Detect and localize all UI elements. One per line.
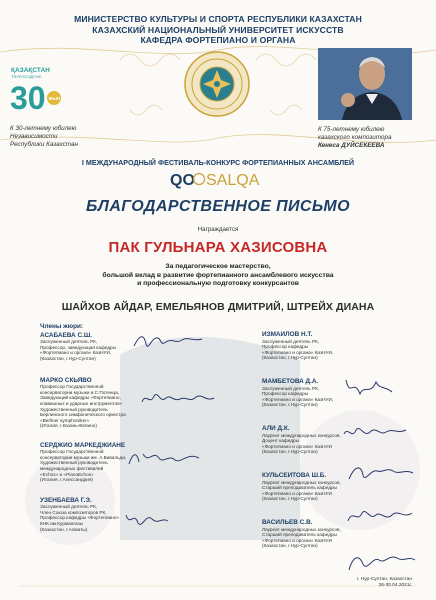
- jury-member-name: СЕРДЖИО МАРКЕДЖИАНЕ: [40, 441, 126, 449]
- independence-caption-line1: К 30-летнему юбилею: [10, 125, 77, 132]
- jury-member-name: ИЗМАИЛОВ Н.Т.: [262, 331, 313, 338]
- qosalqa-logo: [168, 168, 268, 190]
- logo-brand-text: ҚАЗАҚСТАН: [11, 67, 50, 74]
- signature-asabaeva: [130, 330, 208, 352]
- award-reason-line3: и профессиональную подготовку конкурсантов: [137, 280, 299, 288]
- jury-member-description: Лауреат международных конкурсов, Старший преподаватель кафедры «Фортепиано и органа» КазНУИ (Казахстан, г.Нур-Султан): [262, 526, 341, 549]
- issue-place-date: [357, 577, 412, 589]
- qosalqa-logo-gold: SALQA: [206, 172, 260, 189]
- award-reason-line2: большой вклад в развитие фортепианного ансамблевого искусства: [102, 271, 334, 279]
- issue-date: 26-30.04.2021г.: [378, 583, 412, 589]
- jury-member-description: Лауреат международных конкурсов, Старший преподаватель кафедры «Фортепиано и органа» КазНУИ (Казахстан, г.Нур-Султан): [262, 479, 341, 502]
- qosalqa-logo-dark: QO: [170, 172, 195, 189]
- signature-markedzhiane: [125, 446, 203, 468]
- university-line: КАЗАХСКИЙ НАЦИОНАЛЬНЫЙ УНИВЕРСИТЕТ ИСКУССТВ: [92, 24, 344, 35]
- logo-sub-text: ТӘУЕЛСІЗДІГІНЕ: [11, 75, 42, 79]
- independence-caption-line2: Независимости: [10, 133, 58, 140]
- composer-portrait: [318, 48, 412, 120]
- issue-city: г. Нур-Султан, Казахстан: [356, 577, 412, 583]
- composer-caption-line3: Кенеса ДУЙСЕКЕЕВА: [318, 142, 385, 149]
- jury-member-description: Заслуженный деятель РК, Член Союза композиторов РК, Профессор кафедры «Фортепиано» КНК им.Курмангазы (Казахстан, г.Алматы): [40, 504, 119, 532]
- award-reason-line1: За педагогическое мастерство,: [165, 263, 271, 270]
- jury-member-description: Профессор Государственной консерватории музыки им. А.Вивальди, Художественный руководитель международных фестивалей «Echos» и «PianoEchos» (Италия, г.Алессандрия): [40, 449, 127, 483]
- jury-member-description: Заслуженный деятель РК, Профессор кафедры «Фортепиано и органа» КазНУИ, (Казахстан, г.Нур-Султан): [262, 385, 334, 408]
- university-emblem: [183, 50, 251, 118]
- students-list: ШАЙХОВ АЙДАР, ЕМЕЛЬЯНОВ ДМИТРИЙ, ШТРЕЙХ ДИАНА: [61, 301, 375, 313]
- jury-member-name: МАМБЕТОВА Д.А.: [262, 378, 319, 385]
- signature-ali: [345, 461, 423, 483]
- composer-caption: [318, 126, 428, 150]
- independence-caption-line3: Республики Казахстан: [10, 141, 78, 148]
- jury-column-left: [40, 323, 190, 532]
- qosalqa-logo-ring: [194, 174, 205, 185]
- jury-member-name: АЛИ Д.К.: [262, 425, 290, 432]
- signature-mambetova: [340, 420, 418, 442]
- jury-member-description: Профессор Государственной консерватории музыки и.С.Потенца, Заведующий кафедры «Фортепиано, клавишных и ударных инструментов» Художественный руководитель Берлинского симфонического оркестра «Berliner symphoniker» (Италия, г.Казань-Велино): [40, 384, 126, 429]
- jury-member-name: КУЛЬСЕИТОВА Ш.Б.: [262, 472, 327, 479]
- composer-caption-line2: казахского композитора: [318, 134, 392, 141]
- awarded-label: Награждается: [197, 226, 239, 233]
- signature-uzenbaeva: [120, 507, 198, 529]
- independence-30-logo: [10, 64, 62, 124]
- jury-member-name: ВАСИЛЬЕВ С.В.: [262, 519, 313, 526]
- ministry-line: МИНИСТЕРСТВО КУЛЬТУРЫ И СПОРТА РЕСПУБЛИКИ КАЗАХСТАН: [74, 14, 362, 24]
- jury-member-description: Заслуженный деятель РК, Профессор, заведующая кафедры «Фортепиано и органа» КазНУИ, (Казахстан, г.Нур-Султан): [40, 339, 117, 361]
- jury-member-name: УЗЕНБАЕВА Г.Э.: [40, 496, 92, 504]
- festival-title: I МЕЖДУНАРОДНЫЙ ФЕСТИВАЛЬ-КОНКУРС ФОРТЕПИАННЫХ АНСАМБЛЕЙ: [81, 158, 355, 167]
- jury-member-name: АСАБАЕВА С.Ш.: [40, 331, 93, 339]
- recipient-name: ПАК ГУЛЬНАРА ХАЗИСОВНА: [108, 239, 328, 256]
- composer-caption-line1: К 75-летнему юбилею: [318, 126, 385, 133]
- jury-heading: Члены жюри:: [40, 323, 84, 330]
- award-reason: [60, 263, 376, 289]
- jury-member-description: Лауреат международных конкурсов, Доцент кафедры «Фортепиано и органа» КазНУИ (Казахстан, г.Нур-Султан): [262, 432, 341, 455]
- signature-kulseitova: [342, 505, 420, 527]
- logo-number: 30: [10, 80, 46, 116]
- jury-member: [262, 331, 422, 377]
- letter-title: БЛАГОДАРСТВЕННОЕ ПИСЬМО: [86, 198, 350, 215]
- department-line: КАФЕДРА ФОРТЕПИАНО И ОРГАНА: [140, 35, 296, 45]
- independence-caption: [10, 125, 120, 149]
- signature-izmailov: [340, 376, 418, 398]
- jury-member-name: МАРКО СКЬЯВО: [40, 376, 92, 384]
- header-block: [60, 14, 376, 46]
- jury-member-description: Заслуженный деятель РК, Профессор кафедры «Фортепиано и органа» КазНУИ, (Казахстан, г.Нур-Султан): [262, 338, 334, 361]
- logo-badge-text: ЖЫЛ: [48, 96, 61, 101]
- signature-skyavo: [140, 388, 218, 410]
- signature-vasiliev: [345, 550, 423, 572]
